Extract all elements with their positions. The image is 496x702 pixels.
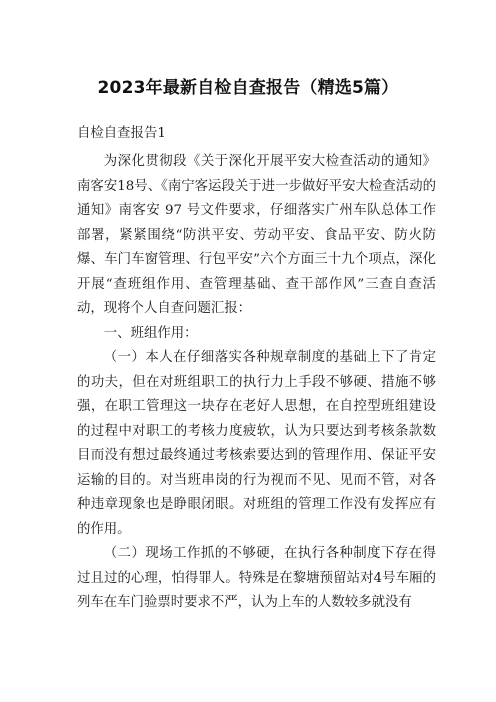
- document-title: 2023年最新自检自查报告（精选5篇）: [97, 78, 399, 98]
- section-heading: 一、班组作用：: [103, 325, 198, 341]
- paragraph-item-1: （一）本人在仔细落实各种规章制度的基础上下了肯定的功夫，但在对班组职工的执行力上手段不够硬、措施不够强，在职工管理这一块存在老好人思想，在自控型班组建设的过程中对职工的考核力度疲软，认为只要达到考核条款数目而没有想过最终通过考核索要达到的管理作用、保证平安运输的目的。对当班串岗的行为视而不见、见而不管，对各种违章现象也是睁眼闭眼。对班组的管理工作没有发挥应有的作用。: [77, 350, 436, 537]
- report-subtitle: 自检自查报告1: [77, 126, 166, 141]
- document-body: [77, 150, 436, 616]
- paragraph-intro: 为深化贯彻段《关于深化开展平安大检查活动的通知》南客安18号、《南宁客运段关于进一步做好平安大检查活动的通知》南客安 97 号文件要求，仔细落实广州车队总体工作部署，紧紧围绕“防洪平安、劳动平安、食品平安、防火防爆、车门车窗管理、行包平安”六个方面三十九个项点，深化开展“查班组作用、查管理基础、查干部作风”三查自查活动，现将个人自查问题汇报：: [77, 154, 436, 316]
- paragraph-item-2: （二）现场工作抓的不够硬，在执行各种制度下存在得过且过的心理，怕得罪人。特殊是在黎塘预留站对4号车厢的列车在车门验票时要求不严，认为上车的人数较多就没有: [77, 546, 436, 610]
